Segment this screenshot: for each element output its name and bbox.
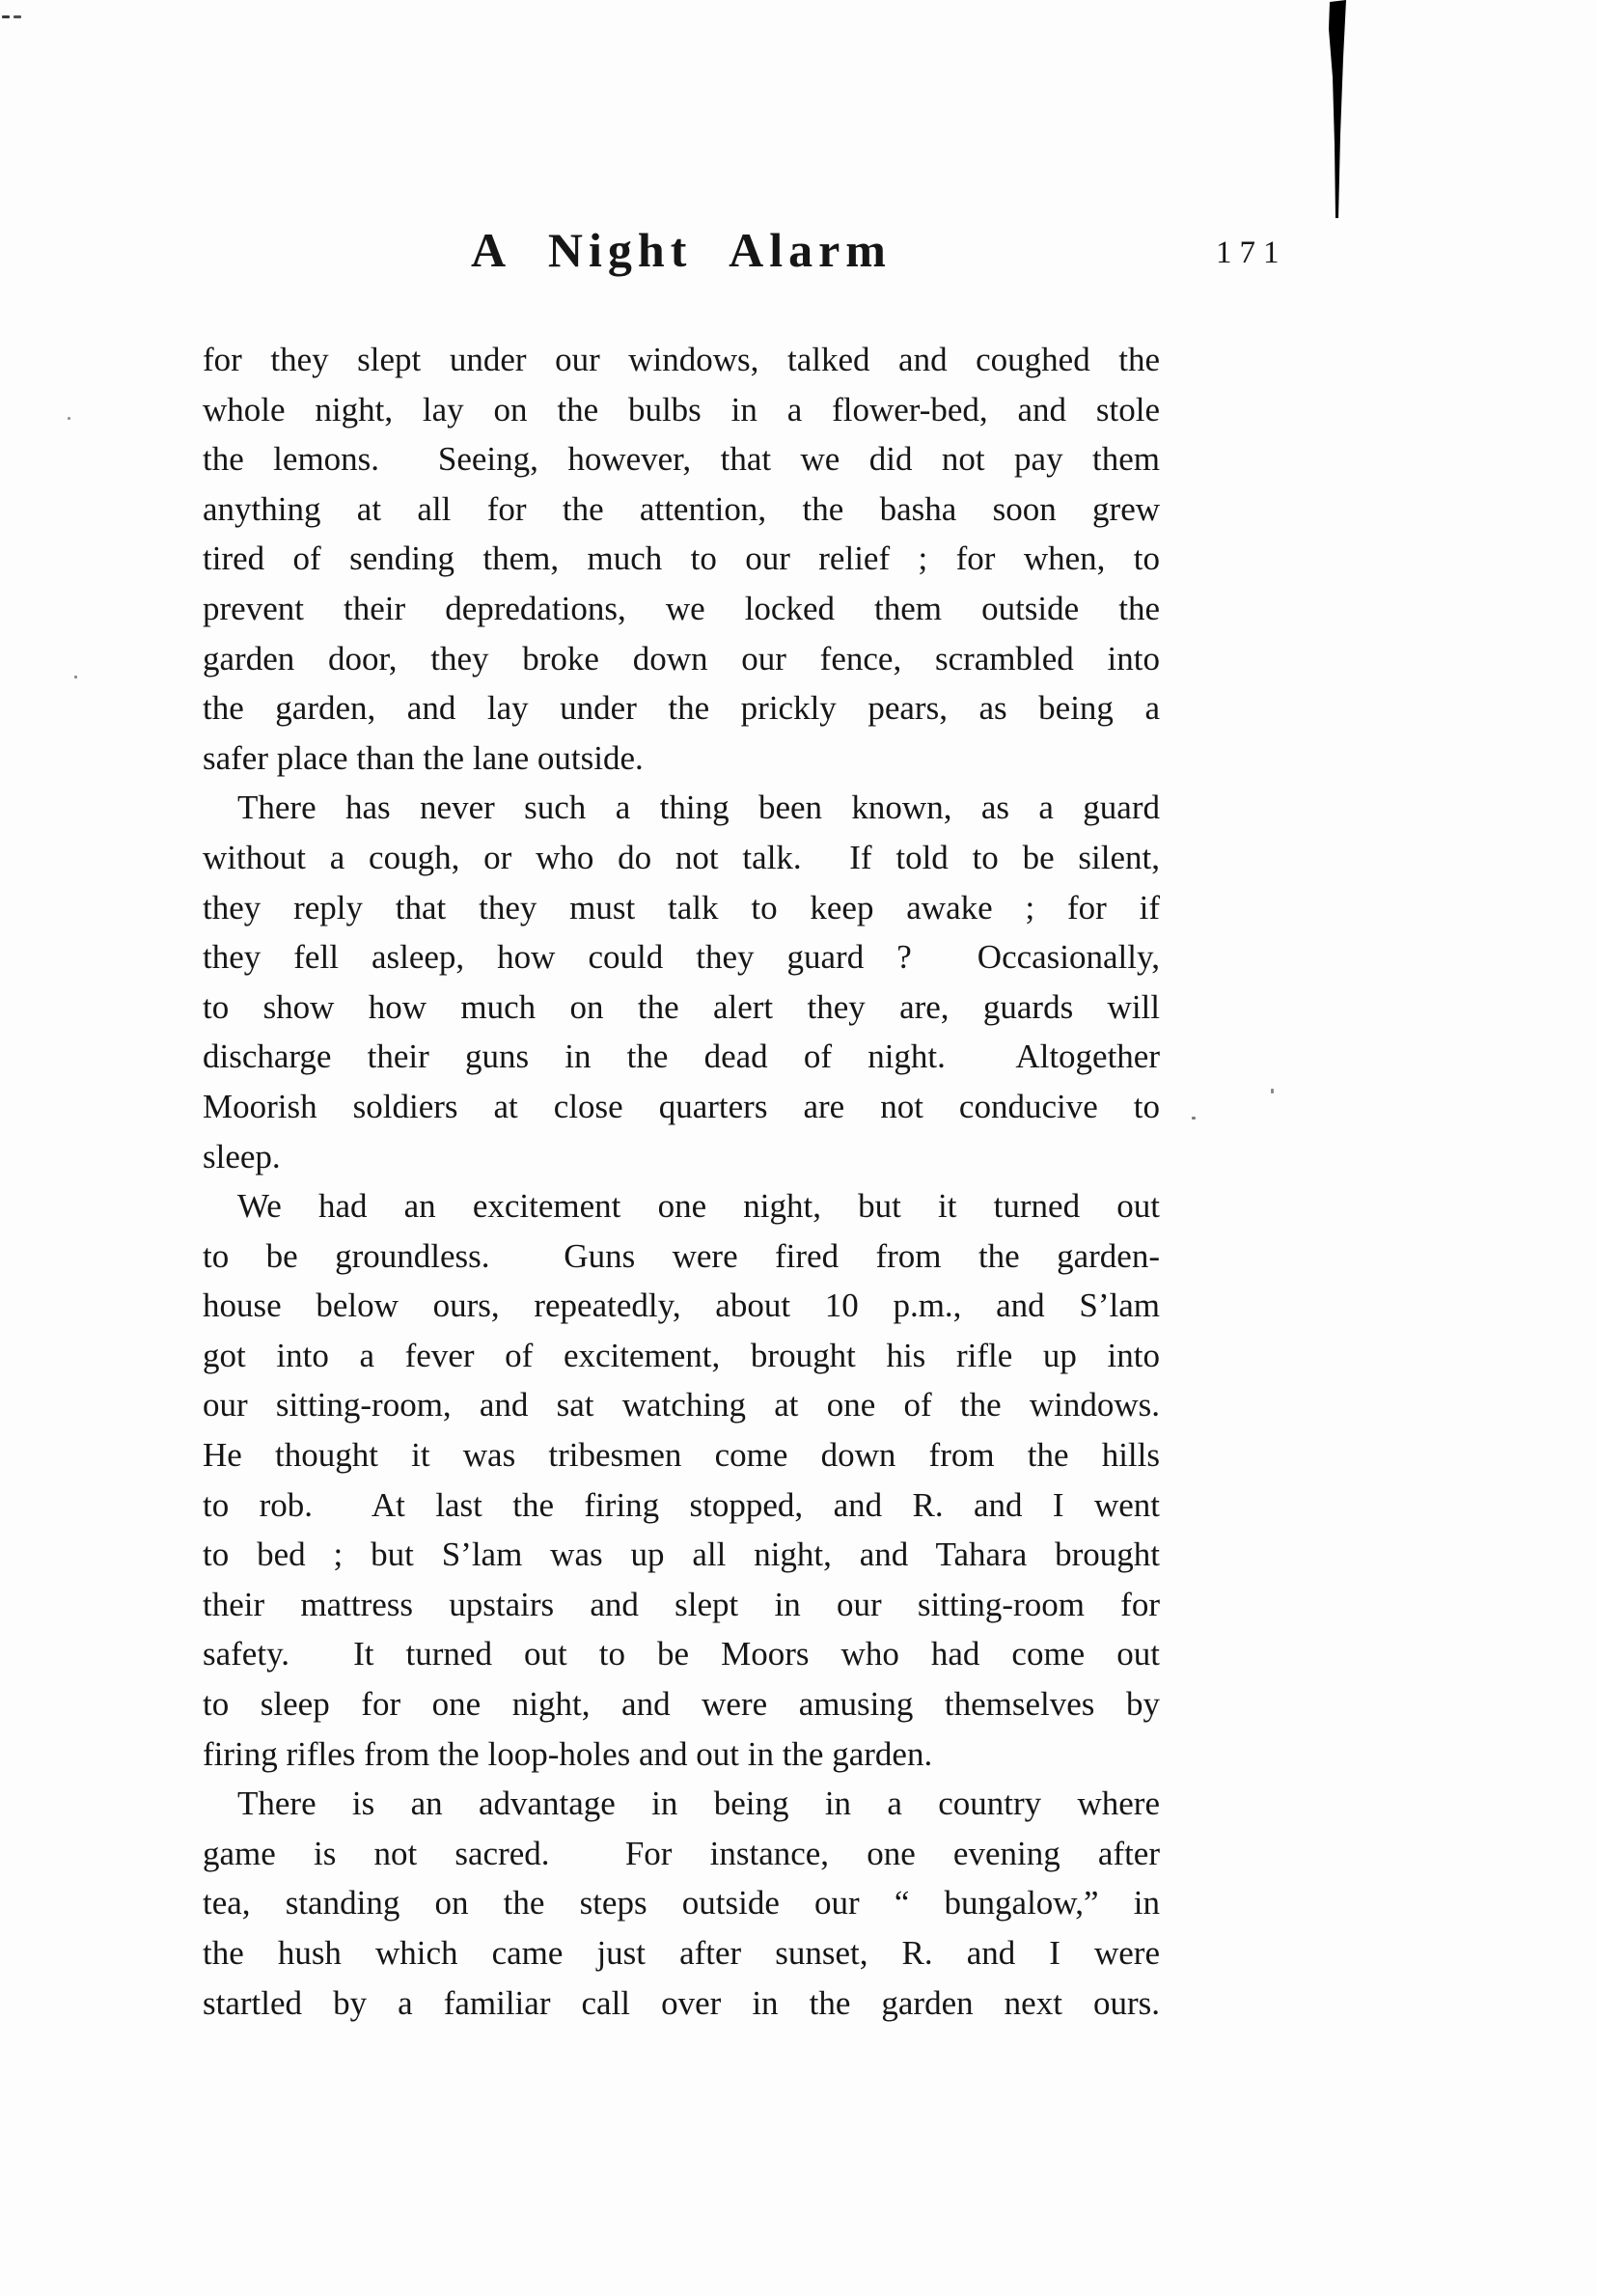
text-line: safety. It turned out to be Moors who had come out (203, 1635, 1160, 1674)
text-line: got into a fever of excitement, brought his rifle up into (203, 1336, 1160, 1374)
text-line: to show how much on the alert they are, guards will (203, 987, 1160, 1026)
paragraph (203, 1779, 1160, 2028)
text-line: house below ours, repeatedly, about 10 p.m., and S’lam (203, 1286, 1160, 1325)
text-line: without a cough, or who do not talk. If told to be silent, (203, 838, 1160, 876)
text-line: startled by a familiar call over in the garden next ours. (203, 1983, 1160, 2022)
text-line: We had an excitement one night, but it turned out (237, 1187, 1160, 1226)
text-line: sleep. (203, 1137, 281, 1176)
text-line: anything at all for the attention, the basha soon grew (203, 489, 1160, 528)
text-line: whole night, lay on the bulbs in a flower-bed, and stole (203, 390, 1160, 429)
page-number: 171 (1216, 235, 1287, 270)
text-line: they fell asleep, how could they guard ? Occasionally, (203, 938, 1160, 977)
text-line: game is not sacred. For instance, one evening after (203, 1834, 1160, 1872)
text-line: to bed ; but S’lam was up all night, and Tahara brought (203, 1535, 1160, 1574)
text-line: the hush which came just after sunset, R. and I were (203, 1934, 1160, 1972)
paragraph (203, 1181, 1160, 1779)
text-line: to rob. At last the firing stopped, and R. and I went (203, 1485, 1160, 1524)
paragraph (203, 783, 1160, 1181)
text-line: the lemons. Seeing, however, that we did not pay them (203, 440, 1160, 479)
text-line: to sleep for one night, and were amusing themselves by (203, 1685, 1160, 1724)
text-line: discharge their guns in the dead of night. Altogether (203, 1037, 1160, 1076)
text-line: they reply that they must talk to keep awake ; for if (203, 888, 1160, 927)
scan-speck (68, 417, 70, 420)
scan-speck (74, 676, 77, 678)
text-line: the garden, and lay under the prickly pears, as being a (203, 689, 1160, 728)
text-line: safer place than the lane outside. (203, 738, 644, 777)
scan-speck (1271, 1089, 1274, 1093)
text-line: tea, standing on the steps outside our “ bungalow,” in (203, 1884, 1160, 1923)
page-text (203, 335, 1160, 2028)
text-line: our sitting-room, and sat watching at one of the windows. (203, 1386, 1160, 1425)
text-line: prevent their depredations, we locked them outside the (203, 589, 1160, 627)
paragraph (203, 335, 1160, 783)
scan-ink-mark (1326, 0, 1351, 222)
text-line: for they slept under our windows, talked and coughed the (203, 341, 1160, 378)
scan-speck (2, 15, 10, 18)
text-line: tired of sending them, much to our relief ; for when, to (203, 539, 1160, 578)
scan-speck (1192, 1117, 1196, 1120)
text-line: Moorish soldiers at close quarters are not conducive to (203, 1087, 1160, 1125)
text-line: garden door, they broke down our fence, scrambled into (203, 639, 1160, 678)
scan-speck (14, 15, 21, 18)
text-line: There is an advantage in being in a country where (237, 1784, 1160, 1823)
text-line: to be groundless. Guns were fired from the garden- (203, 1236, 1160, 1275)
text-line: their mattress upstairs and slept in our sitting-room for (203, 1585, 1160, 1623)
text-line: He thought it was tribesmen come down from the hills (203, 1436, 1160, 1475)
text-line: firing rifles from the loop-holes and out in the garden. (203, 1734, 933, 1773)
text-line: There has never such a thing been known, as a guard (237, 788, 1160, 827)
page-title: A Night Alarm (471, 223, 892, 277)
